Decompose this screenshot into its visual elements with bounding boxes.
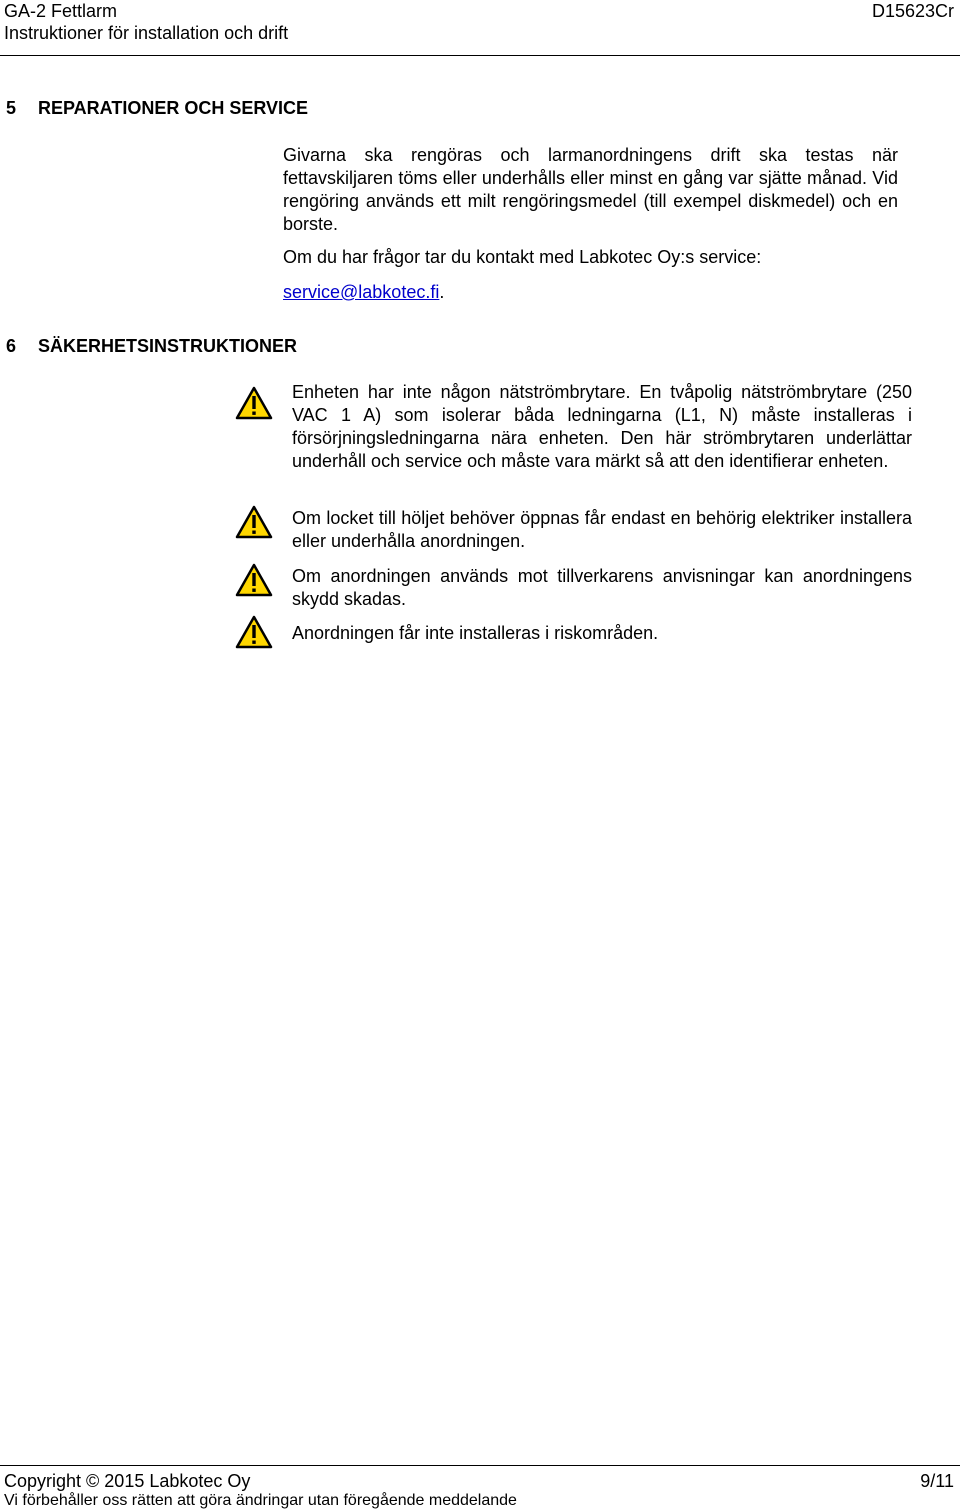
document-subtitle: Instruktioner för installation och drift bbox=[4, 23, 289, 43]
document-title: GA-2 Fettlarm bbox=[4, 1, 118, 21]
email-suffix: . bbox=[439, 282, 445, 302]
section-title: REPARATIONER OCH SERVICE bbox=[38, 98, 309, 118]
section-number: 5 bbox=[6, 98, 17, 118]
service-contact-paragraph: Om du har frågor tar du kontakt med Labkotec Oy:s service: bbox=[283, 247, 762, 267]
document-code: D15623Cr bbox=[871, 1, 954, 21]
warning-text-2: Om locket till höljet behöver öppnas får endast en behörig elektriker installera eller underhålla anordningen. bbox=[292, 508, 912, 551]
maintenance-paragraph: Givarna ska rengöras och larmanordningens drift ska testas när fettavskiljaren töms eller underhålls eller minst en gång var sjätte månad. Vid rengöring används ett milt rengöringsmedel (till exempel diskmedel) och en borste. bbox=[283, 145, 898, 234]
disclaimer-text: Vi förbehåller oss rätten att göra ändringar utan föregående meddelande bbox=[4, 1492, 517, 1509]
section-6-heading bbox=[6, 335, 297, 357]
service-email-link[interactable]: service@labkotec.fi bbox=[283, 282, 440, 302]
copyright-text: Copyright © 2015 Labkotec Oy bbox=[4, 1471, 251, 1491]
warning-triangle-icon bbox=[235, 505, 273, 539]
page-number: 9/11 bbox=[920, 1471, 954, 1491]
service-email-line bbox=[283, 281, 898, 304]
warning-triangle-icon bbox=[235, 386, 273, 420]
warning-text-3: Om anordningen används mot tillverkarens anvisningar kan anordningens skydd skadas. bbox=[292, 566, 912, 609]
header-divider bbox=[0, 55, 960, 56]
warning-text-4: Anordningen får inte installeras i riskområden. bbox=[292, 623, 659, 643]
section-5-heading bbox=[6, 97, 308, 119]
section-number: 6 bbox=[6, 336, 17, 356]
warning-triangle-icon bbox=[235, 563, 273, 597]
section-title: SÄKERHETSINSTRUKTIONER bbox=[38, 336, 298, 356]
footer-divider bbox=[0, 1465, 960, 1466]
warning-text-1: Enheten har inte någon nätströmbrytare. En tvåpolig nätströmbrytare (250 VAC 1 A) som isolerar båda ledningarna (L1, N) måste installeras i försörjningsledningarna nära enheten. Den här strömbrytaren underlättar underhåll och service och måste vara märkt så att den identifierar enheten. bbox=[292, 382, 912, 471]
warning-triangle-icon bbox=[235, 615, 273, 649]
